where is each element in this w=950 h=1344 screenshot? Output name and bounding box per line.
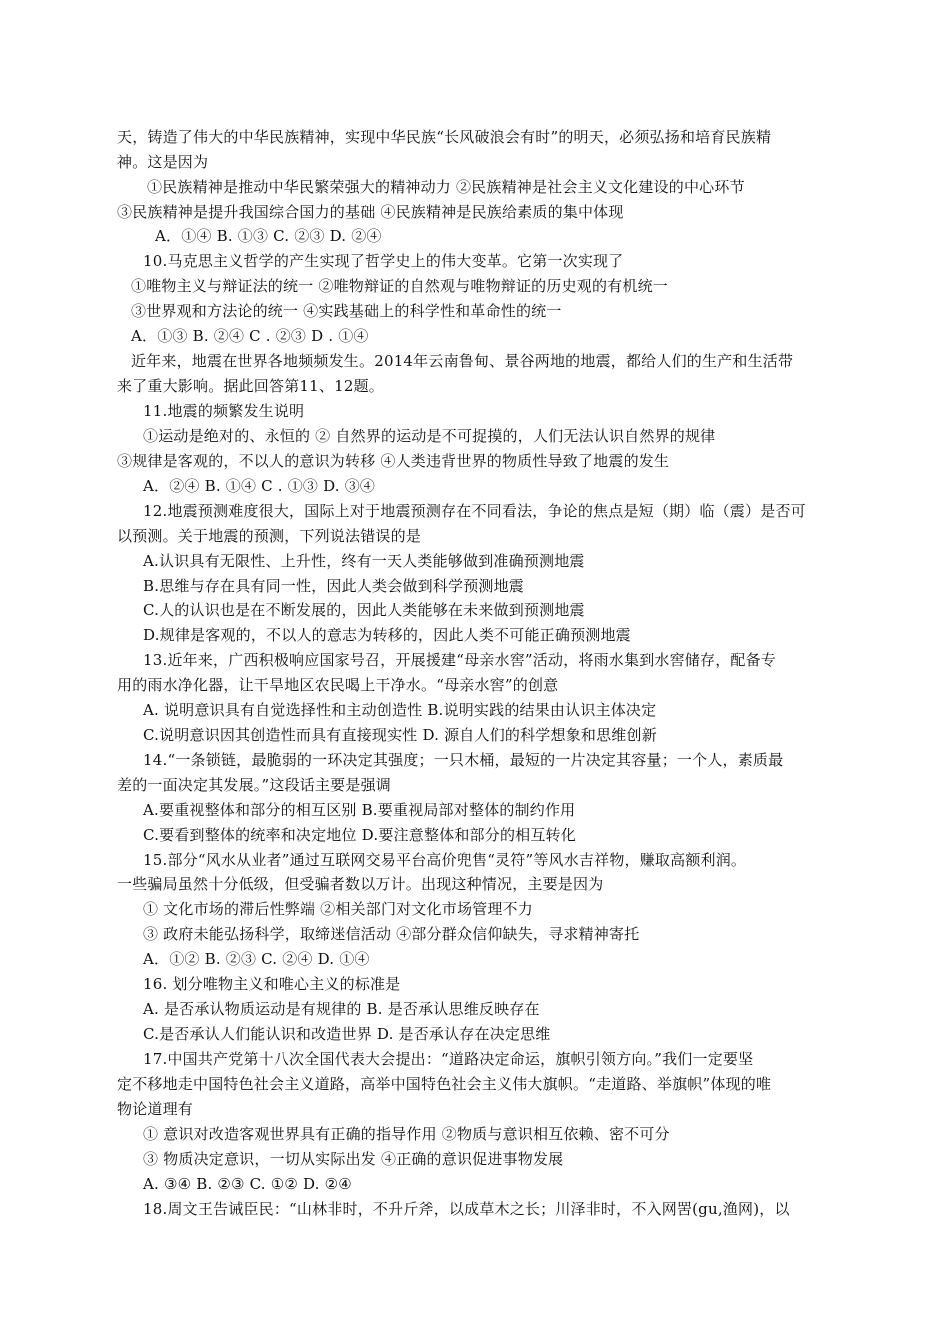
text-line: C.要看到整体的统率和决定地位 D.要注意整体和部分的相互转化	[143, 826, 576, 844]
text-line: D.规律是客观的，不以人的意志为转移的，因此人类不可能正确预测地震	[143, 626, 631, 644]
text-line: C.说明意识因其创造性而具有直接现实性 D. 源自人们的科学想象和思维创新	[143, 726, 657, 744]
question-10: 10.马克思主义哲学的产生实现了哲学史上的伟大变革。它第一次实现了	[143, 252, 624, 270]
answer-options: A．②④ B. ①④ C . ①③ D. ③④	[143, 477, 376, 495]
question-17: 17.中国共产党第十八次全国代表大会提出：“道路决定命运，旗帜引领方向。”我们一定要坚	[143, 1050, 754, 1068]
text-line: B.思维与存在具有同一性，因此人类会做到科学预测地震	[143, 577, 524, 595]
answer-options: A. ③④ B. ②③ C. ①② D. ②④	[143, 1175, 352, 1193]
text-line: C.人的认识也是在不断发展的，因此人类能够在未来做到预测地震	[143, 601, 585, 619]
text-line: 天，铸造了伟大的中华民族精神，实现中华民族“长风破浪会有时”的明天，必须弘扬和培育民族精	[117, 128, 772, 146]
text-line: 用的雨水净化器，让干旱地区农民喝上干净水。“母亲水窖”的创意	[117, 676, 559, 694]
text-line: ①运动是绝对的、永恒的 ② 自然界的运动是不可捉摸的，人们无法认识自然界的规律	[143, 427, 716, 445]
text-line: 一些骗局虽然十分低级，但受骗者数以万计。出现这种情况，主要是因为	[117, 875, 604, 893]
text-line: 差的一面决定其发展。”这段话主要是强调	[117, 776, 391, 794]
question-12: 12.地震预测难度很大，国际上对于地震预测存在不同看法，争论的焦点是短（期）临（震）是否可	[143, 502, 806, 520]
text-line: ③ 政府未能弘扬科学，取缔迷信活动 ④部分群众信仰缺失，寻求精神寄托	[143, 925, 640, 943]
text-line: 来了重大影响。据此回答第11、12题。	[117, 377, 384, 395]
text-line: ③民族精神是提升我国综合国力的基础 ④民族精神是民族给素质的集中体现	[117, 203, 624, 221]
text-line: 神。这是因为	[117, 153, 209, 171]
question-16: 16. 划分唯物主义和唯心主义的标准是	[143, 975, 401, 993]
text-line: ③世界观和方法论的统一 ④实践基础上的科学性和革命性的统一	[131, 302, 562, 320]
text-line: ① 意识对改造客观世界具有正确的指导作用 ②物质与意识相互依赖、密不可分	[143, 1125, 670, 1143]
text-line: A. 是否承认物质运动是有规律的 B. 是否承认思维反映存在	[143, 1000, 540, 1018]
answer-options: A．①② B. ②③ C. ②④ D. ①④	[143, 950, 370, 968]
text-line: A.认识具有无限性、上升性，终有一天人类能够做到准确预测地震	[143, 552, 585, 570]
question-11: 11.地震的频繁发生说明	[143, 402, 305, 420]
text-line: C.是否承认人们能认识和改造世界 D. 是否承认存在决定思维	[143, 1025, 551, 1043]
text-line: ①民族精神是推动中华民繁荣强大的精神动力 ②民族精神是社会主义文化建设的中心环节	[147, 178, 745, 196]
text-line: A. 说明意识具有自觉选择性和主动创造性 B.说明实践的结果由认识主体决定	[143, 701, 657, 719]
question-18: 18.周文王告诫臣民：“山林非时，不升斤斧，以成草木之长；川泽非时，不入网罟(gu,渔网)，以	[143, 1200, 790, 1218]
question-13: 13.近年来，广西积极响应国家号召，开展援建“母亲水窖”活动，将雨水集到水窖储存，配备专	[143, 651, 776, 669]
text-line: 定不移地走中国特色社会主义道路，高举中国特色社会主义伟大旗帜。“走道路、举旗帜”体现的唯	[117, 1075, 772, 1093]
question-14: 14.“一条锁链，最脆弱的一环决定其强度；一只木桶，最短的一片决定其容量；一个人，素质最	[143, 751, 784, 769]
text-line: ①唯物主义与辩证法的统一 ②唯物辩证的自然观与唯物辩证的历史观的有机统一	[131, 277, 668, 295]
question-15: 15.部分“风水从业者”通过互联网交易平台高价兜售“灵符”等风水吉祥物，赚取高额利润。	[143, 851, 747, 869]
text-line: ③规律是客观的，不以人的意识为转移 ④人类违背世界的物质性导致了地震的发生	[117, 452, 670, 470]
text-line: ① 文化市场的滞后性弊端 ②相关部门对文化市场管理不力	[143, 900, 533, 918]
text-line: ③ 物质决定意识，一切从实际出发 ④正确的意识促进事物发展	[143, 1150, 564, 1168]
text-line: 近年来，地震在世界各地频频发生。2014年云南鲁甸、景谷两地的地震，都给人们的生产和生活带	[131, 352, 794, 370]
answer-options: A．①④ B. ①③ C. ②③ D. ②④	[155, 227, 382, 245]
text-line: A.要重视整体和部分的相互区别 B.要重视局部对整体的制约作用	[143, 801, 576, 819]
text-line: 物论道理有	[117, 1100, 194, 1118]
text-line: 以预测。关于地震的预测，下列说法错误的是	[117, 527, 422, 545]
answer-options: A．①③ B. ②④ C . ②③ D . ①④	[131, 327, 369, 345]
